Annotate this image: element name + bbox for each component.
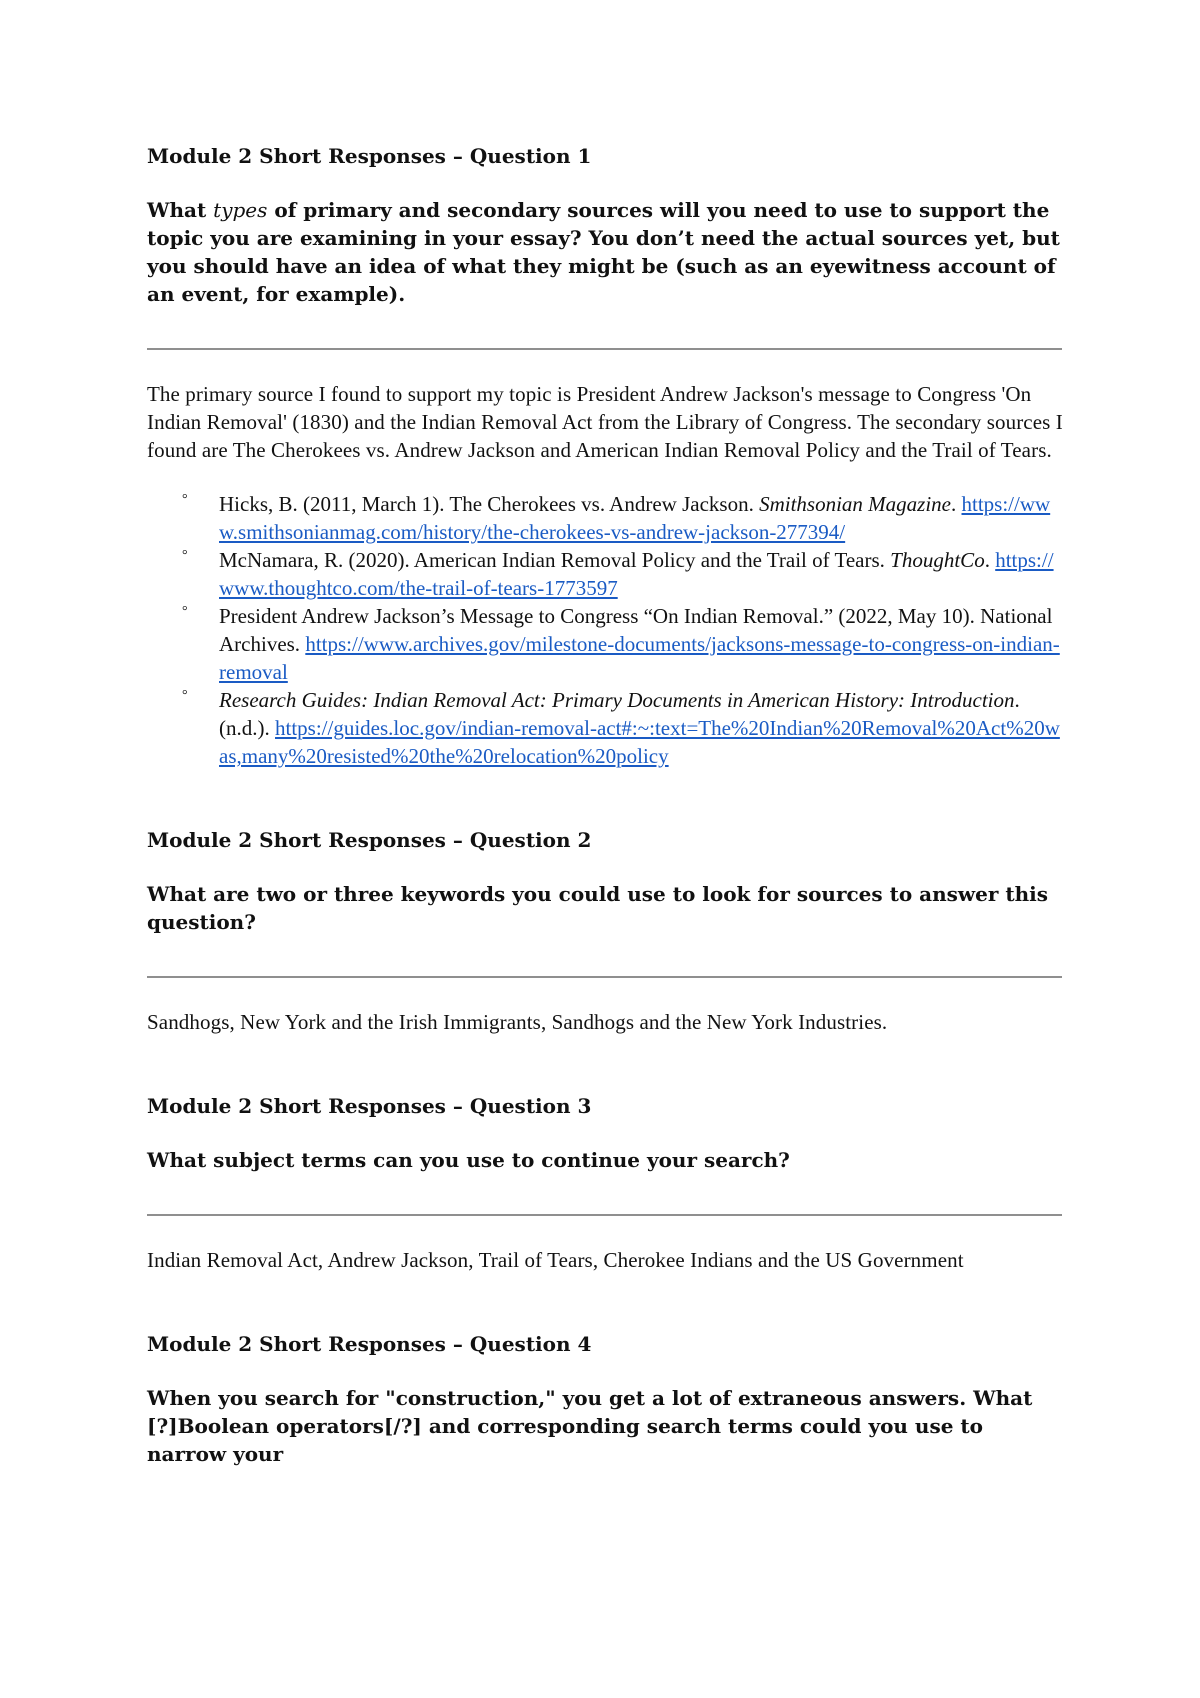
reference-list: [147, 490, 1063, 770]
question-2-heading: Module 2 Short Responses – Question 2: [147, 828, 592, 852]
question-2-prompt: What are two or three keywords you could use to look for sources to answer this question?: [147, 882, 1048, 934]
reference-text: Hicks, B. (2011, March 1). The Cherokees vs. Andrew Jackson.: [219, 492, 760, 516]
question-1-prompt-start: What: [147, 198, 214, 222]
reference-text: President Andrew Jackson’s Message to Congress “On Indian Removal.” (2022, May 10). National Archives.: [219, 604, 1053, 656]
bullet-icon: °: [182, 492, 188, 507]
bullet-icon: °: [182, 604, 188, 619]
reference-item: [147, 546, 1063, 602]
question-2-answer: Sandhogs, New York and the Irish Immigrants, Sandhogs and the New York Industries.: [147, 1010, 888, 1034]
section-question-3: [147, 1092, 1063, 1274]
question-3-prompt: What subject terms can you use to continue your search?: [147, 1148, 790, 1172]
reference-text-after: .: [984, 548, 996, 572]
section-question-2: [147, 826, 1063, 1036]
question-1-prompt-end: of primary and secondary sources will you need to use to support the topic you are examining in your essay? You don’t need the actual sources yet, but you should have an idea of what they might be (such as an eyewitness account of an event, for example).: [147, 198, 1060, 306]
answer-divider-3: [147, 1214, 1062, 1216]
section-question-1: [147, 142, 1063, 770]
question-3-answer: Indian Removal Act, Andrew Jackson, Trail of Tears, Cherokee Indians and the US Government: [147, 1248, 964, 1272]
bullet-icon: °: [182, 688, 188, 703]
reference-item: [147, 602, 1063, 686]
question-3-heading: Module 2 Short Responses – Question 3: [147, 1094, 592, 1118]
reference-item: [147, 686, 1063, 770]
reference-link[interactable]: https://www.thoughtco.com/the-trail-of-tears-1773597: [219, 548, 1054, 600]
question-1-heading: Module 2 Short Responses – Question 1: [147, 144, 592, 168]
document-page: [147, 142, 1063, 1468]
question-4-heading: Module 2 Short Responses – Question 4: [147, 1332, 592, 1356]
reference-text-after: .: [951, 492, 962, 516]
reference-link[interactable]: https://www.smithsonianmag.com/history/the-cherokees-vs-andrew-jackson-277394/: [219, 492, 1051, 544]
answer-divider-2: [147, 976, 1062, 978]
reference-source: Smithsonian Magazine: [759, 492, 951, 516]
reference-source: ThoughtCo: [890, 548, 985, 572]
reference-link[interactable]: https://guides.loc.gov/indian-removal-act#:~:text=The%20Indian%20Removal%20Act%20was,many%20resisted%20the%20relocation%20policy: [219, 716, 1060, 768]
answer-divider-1: [147, 348, 1062, 350]
bullet-icon: °: [182, 548, 188, 563]
reference-source: Research Guides: Indian Removal Act: Primary Documents in American History: Introduction: [219, 688, 1015, 712]
question-1-answer: The primary source I found to support my topic is President Andrew Jackson's message to Congress 'On Indian Removal' (1830) and the Indian Removal Act from the Library of Congress. The secondary sources I found are The Cherokees vs. Andrew Jackson and American Indian Removal Policy and the Trail of Tears.: [147, 382, 1063, 462]
reference-text: McNamara, R. (2020). American Indian Removal Policy and the Trail of Tears.: [219, 548, 891, 572]
question-1-prompt-italic: types: [213, 198, 268, 222]
section-question-4: [147, 1330, 1063, 1468]
reference-link[interactable]: https://www.archives.gov/milestone-documents/jacksons-message-to-congress-on-indian-removal: [219, 632, 1060, 684]
question-4-prompt: When you search for "construction," you get a lot of extraneous answers. What [?]Boolean operators[/?] and corresponding search terms could you use to narrow your: [147, 1386, 1033, 1466]
question-1-prompt: [147, 196, 1063, 308]
reference-text-after: . (n.d.).: [219, 688, 1020, 740]
reference-item: [147, 490, 1063, 546]
